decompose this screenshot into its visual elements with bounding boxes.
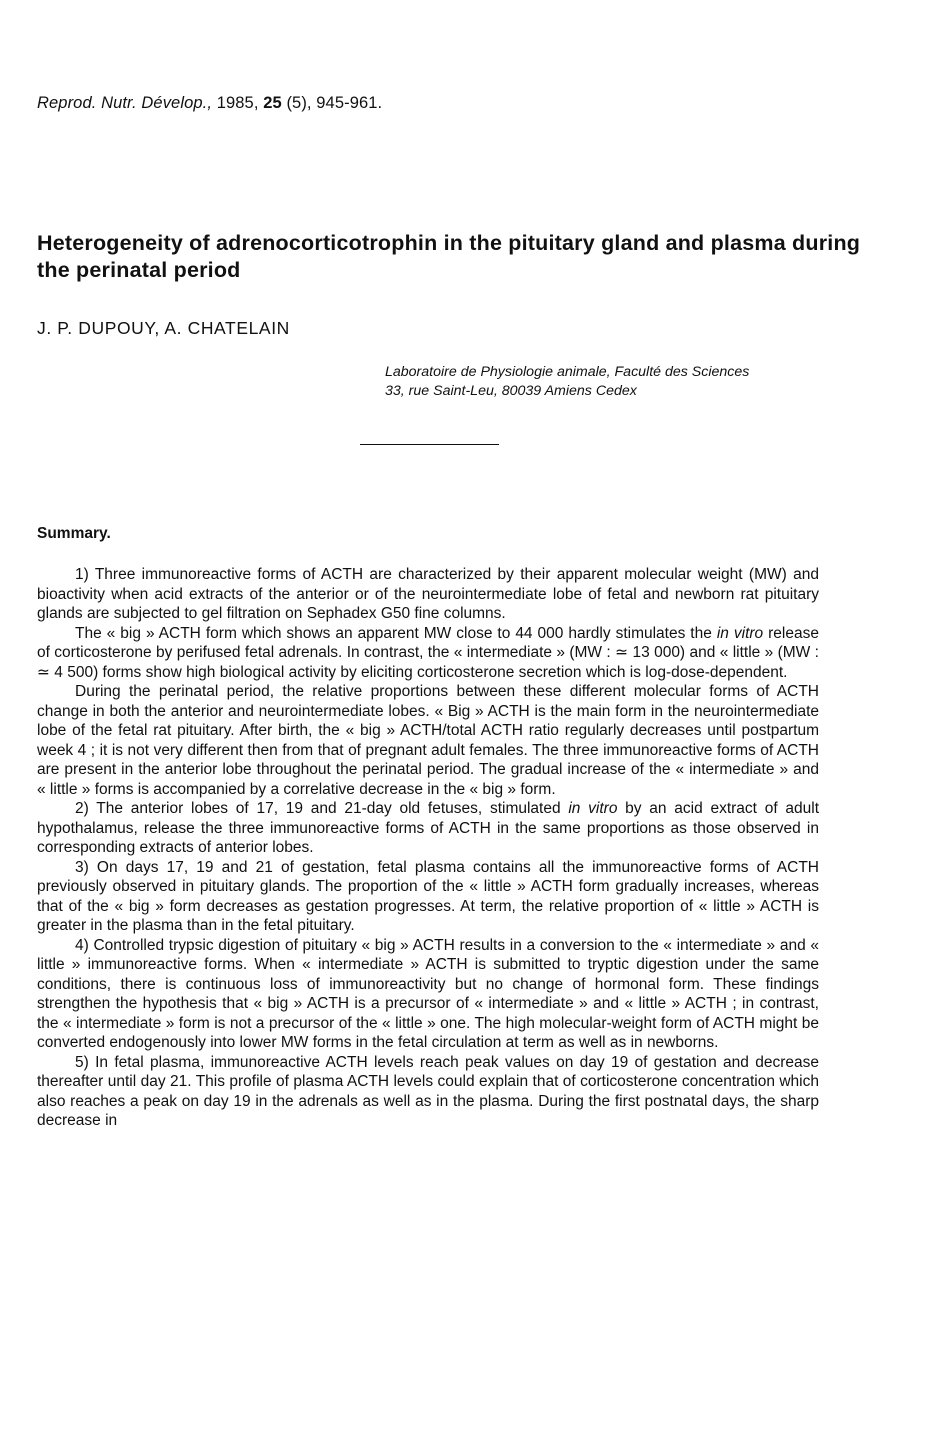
summary-body [37, 565, 819, 1131]
affiliation-line-2: 33, rue Saint-Leu, 80039 Amiens Cedex [385, 383, 637, 399]
citation-volume: 25 [263, 94, 282, 112]
author-affiliation [385, 363, 825, 401]
affiliation-line-1: Laboratoire de Physiologie animale, Faculté des Sciences [385, 364, 750, 380]
summary-paragraph-6: 4) Controlled trypsic digestion of pituitary « big » ACTH results in a conversion to the « intermediate » and « little » immunoreactive forms. When « intermediate » ACTH is submitted to tryptic digestion under the same conditions, there is continuous loss of immunoreactivity but no change of hormonal form. These findings strengthen the hypothesis that « big » ACTH is a precursor of « intermediate » and « little » ACTH ; in contrast, the « intermediate » form is not a precursor of the « little » one. The high molecular-weight form of ACTH might be converted endogenously into lower MW forms in the fetal circulation at term as well as in newborns. [37, 936, 819, 1051]
italic-term: in vitro [716, 624, 764, 642]
summary-heading: Summary. [37, 525, 111, 542]
italic-term: in vitro [568, 800, 618, 817]
summary-paragraph-3: During the perinatal period, the relative proportions between these different molecular forms of ACTH change in both the anterior and neurointermediate lobes. « Big » ACTH is the main form in the neurointermediate lobe of the fetal rat pituitary. After birth, the « big » ACTH/total ACTH ratio regularly decreases until postpartum week 4 ; it is not very different then from that of pregnant adult females. The three immunoreactive forms of ACTH are present in the anterior lobe throughout the perinatal period. The gradual increase of the « intermediate » and « little » forms is accompanied by a correlative decrease in the « big » form. [37, 683, 819, 798]
citation-issue-pages: (5), 945-961. [281, 94, 383, 112]
citation-year: 1985, [212, 94, 264, 112]
summary-paragraph-1: 1) Three immunoreactive forms of ACTH are characterized by their apparent molecular weight (MW) and bioactivity when acid extracts of the anterior or of the neurointermediate lobe of fetal and newborn rat pituitary glands are subjected to gel filtration on Sephadex G50 fine columns. [37, 566, 819, 622]
journal-citation [37, 94, 382, 113]
paragraph-text: release of corticosterone by perifused fetal adrenals. In contrast, the « intermediate » (MW : ≃ 13 000) and « little » (MW : ≃ 4 500) forms show high biological activity by eliciting corticosterone secretion which is log-dose-dependent. [37, 624, 819, 681]
summary-paragraph-5: 3) On days 17, 19 and 21 of gestation, fetal plasma contains all the immunoreactive forms of ACTH previously observed in pituitary glands. The proportion of the « little » ACTH form gradually increases, whereas that of the « big » form decreases as gestation progresses. At term, the relative proportion of « little » ACTH is greater in the plasma than in the fetal pituitary. [37, 858, 819, 934]
article-authors: J. P. DUPOUY, A. CHATELAIN [37, 318, 290, 338]
summary-paragraph-7: 5) In fetal plasma, immunoreactive ACTH levels reach peak values on day 19 of gestation and decrease thereafter until day 21. This profile of plasma ACTH levels could explain that of corticosterone concentration which also reaches a peak on day 19 in the adrenals as well as in the plasma. During the first postnatal days, the sharp decrease in [37, 1053, 819, 1129]
paragraph-text: The « big » ACTH form which shows an apparent MW close to 44 000 hardly stimulates the [75, 624, 717, 642]
paragraph-text: by an acid extract of adult hypothalamus, release the three immunoreactive forms of ACTH in the same proportions as those observed in corresponding extracts of anterior lobes. [37, 800, 820, 856]
article-title: Heterogeneity of adrenocorticotrophin in the pituitary gland and plasma during the perinatal period [37, 231, 861, 282]
summary-paragraph-2 [37, 624, 819, 683]
journal-name: Reprod. Nutr. Dévelop., [37, 94, 213, 112]
section-divider [360, 444, 499, 445]
paragraph-text: 2) The anterior lobes of 17, 19 and 21-day old fetuses, stimulated [75, 800, 569, 817]
summary-paragraph-4 [37, 799, 819, 858]
